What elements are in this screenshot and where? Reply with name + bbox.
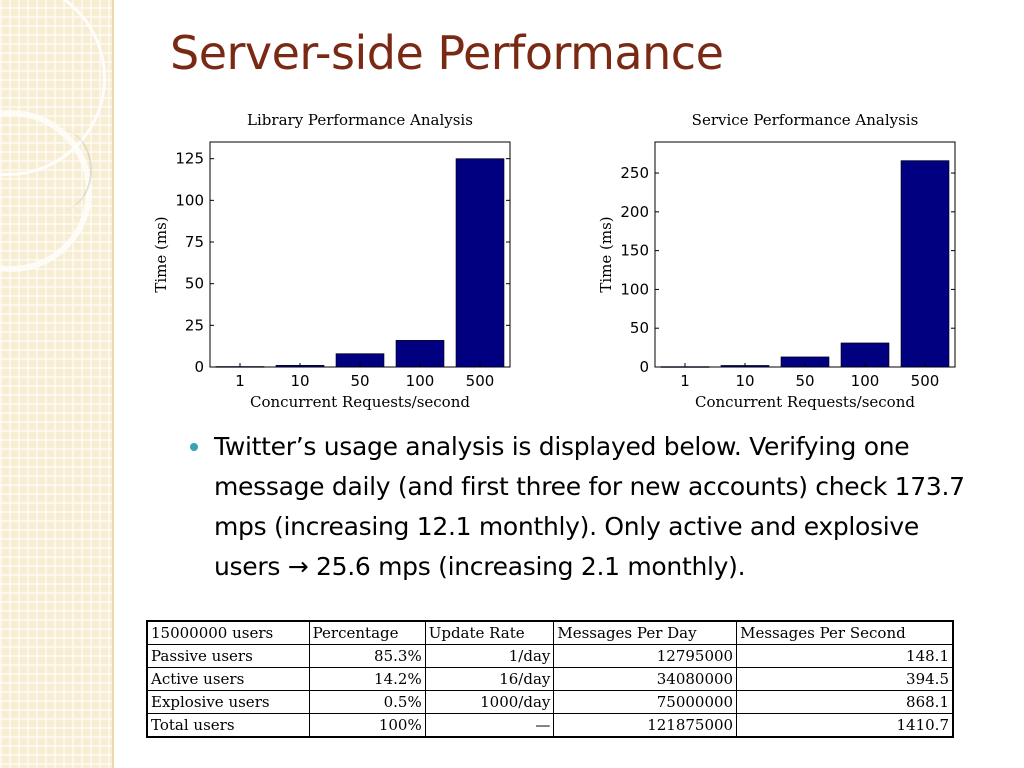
service-performance-chart <box>585 102 1005 412</box>
chart-title: Library Performance Analysis <box>247 111 473 129</box>
x-axis-label: Concurrent Requests/second <box>695 393 915 411</box>
y-tick-label: 125 <box>175 149 204 168</box>
usage-table <box>146 620 954 738</box>
decorative-ring <box>30 130 92 210</box>
library-performance-chart <box>140 102 560 412</box>
x-tick-label: 10 <box>290 372 310 390</box>
table-cell: 75000000 <box>554 691 737 714</box>
y-tick-label: 100 <box>620 280 649 299</box>
table-cell: 14.2% <box>309 668 425 691</box>
table-cell: 121875000 <box>554 714 737 738</box>
table-cell: 1000/day <box>425 691 554 714</box>
service-chart-svg <box>585 102 1005 412</box>
y-tick-label: 25 <box>184 316 204 335</box>
table-head <box>147 621 953 645</box>
table-row <box>147 668 953 691</box>
bullet-text <box>214 427 990 587</box>
table-cell: 16/day <box>425 668 554 691</box>
y-tick-label: 250 <box>620 164 649 183</box>
table-header-cell: Percentage <box>309 621 425 645</box>
bullet-item <box>190 427 990 587</box>
bullet-text-after-arrow: 25.6 mps (increasing 2.1 monthly). <box>308 552 746 581</box>
bar <box>901 161 949 367</box>
x-tick-label: 1 <box>680 372 690 390</box>
decorative-sidebar <box>0 0 114 768</box>
table-cell: Passive users <box>147 645 309 668</box>
y-tick-label: 50 <box>184 274 204 293</box>
table-cell: 148.1 <box>737 645 953 668</box>
x-tick-label: 50 <box>350 372 370 390</box>
table-header-cell: 15000000 users <box>147 621 309 645</box>
y-tick-label: 50 <box>629 319 649 338</box>
x-tick-label: 100 <box>850 372 880 390</box>
chart-title: Service Performance Analysis <box>691 111 919 129</box>
x-axis-label: Concurrent Requests/second <box>250 393 470 411</box>
table-cell: 394.5 <box>737 668 953 691</box>
table-cell: Total users <box>147 714 309 738</box>
table-header-row <box>147 621 953 645</box>
x-tick-label: 500 <box>465 372 495 390</box>
table-row <box>147 645 953 668</box>
table-cell: Explosive users <box>147 691 309 714</box>
library-chart-svg <box>140 102 560 412</box>
x-tick-label: 10 <box>735 372 755 390</box>
table-cell: 1410.7 <box>737 714 953 738</box>
y-axis-label: Time (ms) <box>152 216 170 293</box>
table-body <box>147 645 953 738</box>
bar <box>456 159 504 367</box>
y-tick-label: 200 <box>620 202 649 221</box>
table-header-cell: Messages Per Day <box>554 621 737 645</box>
x-tick-label: 100 <box>405 372 435 390</box>
y-tick-label: 0 <box>639 358 649 376</box>
bullet-text-before-arrow: Twitter’s usage analysis is displayed below. Verifying one message daily (and first three for new accounts) check 173.7 mps (increasing 12.1 monthly). Only active and explosive users <box>214 432 965 581</box>
table-cell: 0.5% <box>309 691 425 714</box>
table-row <box>147 691 953 714</box>
table-cell: 100% <box>309 714 425 738</box>
table-cell: 85.3% <box>309 645 425 668</box>
right-arrow-icon: → <box>287 552 309 581</box>
x-tick-label: 500 <box>910 372 940 390</box>
y-axis-label: Time (ms) <box>597 216 615 293</box>
table-cell: — <box>425 714 554 738</box>
table-cell: 868.1 <box>737 691 953 714</box>
table-header-cell: Messages Per Second <box>737 621 953 645</box>
table-cell: 12795000 <box>554 645 737 668</box>
table-cell: 1/day <box>425 645 554 668</box>
y-tick-label: 150 <box>620 241 649 260</box>
slide-title: Server-side Performance <box>170 26 724 80</box>
bullet-dot-icon <box>190 443 198 451</box>
table-header-cell: Update Rate <box>425 621 554 645</box>
y-tick-label: 100 <box>175 191 204 210</box>
y-tick-label: 0 <box>194 358 204 376</box>
table-cell: Active users <box>147 668 309 691</box>
x-tick-label: 1 <box>235 372 245 390</box>
x-tick-label: 50 <box>795 372 815 390</box>
y-tick-label: 75 <box>184 233 204 251</box>
table-row <box>147 714 953 738</box>
table-cell: 34080000 <box>554 668 737 691</box>
